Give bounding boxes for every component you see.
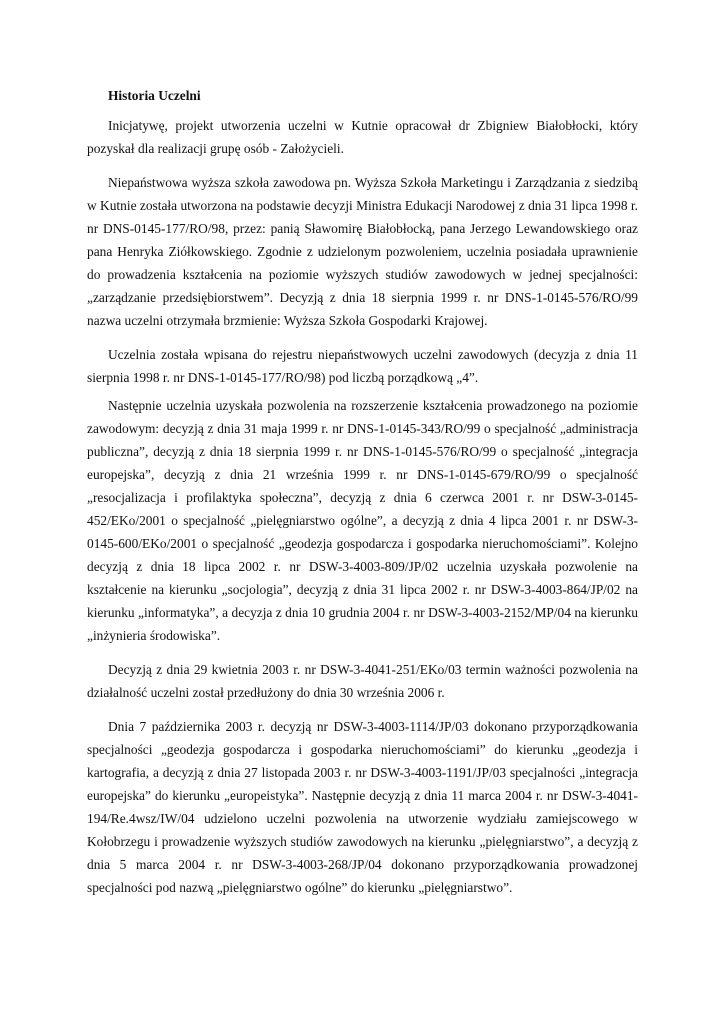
paragraph-founding: Niepaństwowa wyższa szkoła zawodowa pn. Wyższa Szkoła Marketingu i Zarządzania z siedzibą w Kutnie została utworzona na podstawie decyzji Ministra Edukacji Narodowej z dnia 31 lipca 1998 r. nr DNS-0145-177/RO/98, przez: panią Sławomirę Białobłocką, pana Jerzego Lewandowskiego oraz pana Henryka Ziółkowskiego. Zgodnie z udzielonym pozwoleniem, uczelnia posiadała uprawnienie do prowadzenia kształcenia na poziomie wyższych studiów zawodowych w jednej specjalności: „zarządzanie przedsiębiorstwem”. Decyzją z dnia 18 sierpnia 1999 r. nr DNS-1-0145-576/RO/99 nazwa uczelni otrzymała brzmienie: Wyższa Szkoła Gospodarki Krajowej. (87, 175, 638, 328)
paragraph-assignments: Dnia 7 października 2003 r. decyzją nr DSW-3-4003-1114/JP/03 dokonano przyporządkowania specjalności „geodezja gospodarcza i gospodarka nieruchomościami” do kierunku „geodezja i kartografia, a decyzją z dnia 27 listopada 2003 r. nr DSW-3-4003-1191/JP/03 specjalności „integracja europejska” do kierunku „europeistyka”. Następnie decyzją z dnia 11 marca 2004 r. nr DSW-3-4041-194/Re.4wsz/IW/04 udzielono uczelni pozwolenia na utworzenie wydziału zamiejscowego w Kołobrzegu i prowadzenie wyższych studiów zawodowych na kierunku „pielęgniarstwo”, a decyzją z dnia 5 marca 2004 r. nr DSW-3-4003-268/JP/04 dokonano przyporządkowania prowadzonej specjalności pod nazwą „pielęgniarstwo ogólne” do kierunku „pielęgniarstwo”. (87, 719, 638, 895)
paragraph-extensions: Następnie uczelnia uzyskała pozwolenia na rozszerzenie kształcenia prowadzonego na poziomie zawodowym: decyzją z dnia 31 maja 1999 r. nr DNS-1-0145-343/RO/99 o specjalność „administracja publiczna”, decyzją z dnia 18 sierpnia 1999 r. nr DNS-1-0145-576/RO/99 o specjalność „integracja europejska”, decyzją z dnia 21 września 1999 r. nr DNS-1-0145-679/RO/99 o specjalność „resocjalizacja i profilaktyka społeczna”, decyzją z dnia 6 czerwca 2001 r. nr DSW-3-0145-452/EKo/2001 o specjalność „pielęgniarstwo ogólne”, a decyzją z dnia 4 lipca 2001 r. nr DSW-3-0145-600/EKo/2001 o specjalność „geodezja gospodarcza i gospodarka nieruchomościami”. Kolejno decyzją z dnia 18 lipca 2002 r. nr DSW-3-4003-809/JP/02 uczelnia uzyskała pozwolenie na kształcenie na kierunku „socjologia”, decyzją z dnia 31 lipca 2002 r. nr DSW-3-4003-864/JP/02 na kierunku „informatyka”, a decyzja z dnia 10 grudnia 2004 r. nr DSW-3-4003-2152/MP/04 na kierunku „inżynieria środowiska”. (87, 398, 638, 643)
paragraph-initiative: Inicjatywę, projekt utworzenia uczelni w Kutnie opracował dr Zbigniew Białobłocki, który pozyskał dla realizacji grupę osób - Założycieli. (87, 118, 638, 156)
paragraph-registry: Uczelnia została wpisana do rejestru niepaństwowych uczelni zawodowych (decyzja z dnia 11 sierpnia 1998 r. nr DNS-1-0145-177/RO/98) pod liczbą porządkową „4”. (87, 347, 638, 385)
document-page (87, 84, 638, 910)
document-title: Historia Uczelni (108, 88, 201, 103)
paragraph-validity: Decyzją z dnia 29 kwietnia 2003 r. nr DSW-3-4041-251/EKo/03 termin ważności pozwolenia na działalność uczelni został przedłużony do dnia 30 września 2006 r. (87, 662, 638, 700)
